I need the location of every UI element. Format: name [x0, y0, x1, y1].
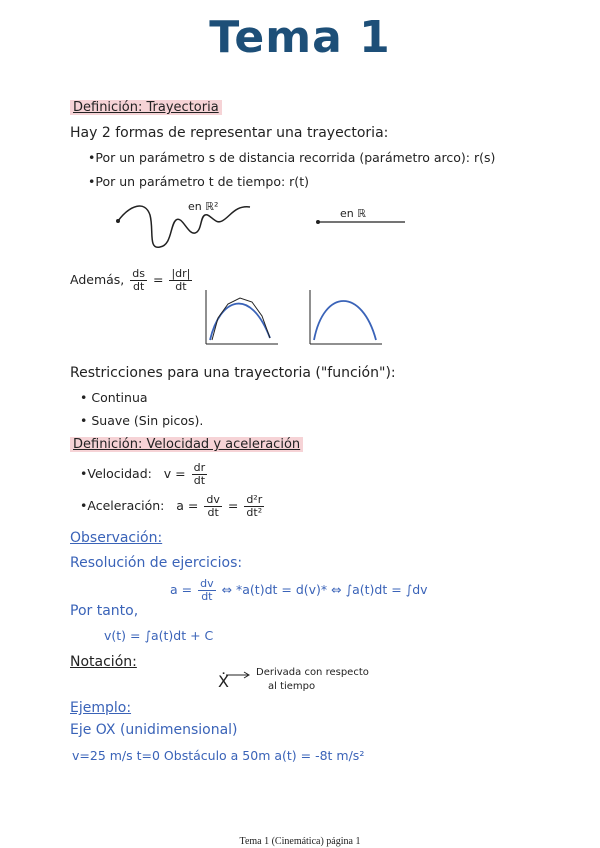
restricciones-intro: Restricciones para una trayectoria ("función"): [70, 365, 396, 381]
section-heading-trayectoria: Definición: Trayectoria [70, 100, 222, 115]
por-tanto: Por tanto, [70, 603, 139, 619]
ejemplo-datos: v=25 m/s t=0 Obstáculo a 50m a(t) = -8t m/s² [72, 748, 365, 763]
page-footer: Tema 1 (Cinemática) página 1 [239, 836, 361, 847]
notation-note-line1: Derivada con respecto [256, 667, 369, 678]
page-title: Tema 1 [209, 12, 391, 63]
aceleracion-equation: •Aceleración: a = $\frac{dv}{dt}$ = $\frac{\text{d²r}}{\text{dt²}}$ [80, 493, 263, 519]
bullet-parametro-t: •Por un parámetro t de tiempo: r(t) [88, 174, 309, 189]
notacion-heading: Notación: [70, 654, 137, 670]
sketch-arc-graph-right [304, 288, 384, 346]
restriccion-continua: • Continua [80, 390, 148, 405]
velocidad-equation: •Velocidad: v = $\frac{dr}{dt}$ [80, 461, 206, 487]
notation-symbol: Ẋ [218, 672, 229, 691]
sketch-arc-graph-left [200, 288, 280, 346]
section-heading-velocidad: Definición: Velocidad y aceleración [70, 437, 303, 452]
label-en-r: en ℝ [340, 207, 366, 220]
velocity-result: v(t) = ∫a(t)dt + C [104, 628, 214, 643]
ejemplo-heading: Ejemplo: [70, 700, 132, 716]
resolucion-ejercicios: Resolución de ejercicios: [70, 555, 243, 571]
resolucion-equation: a = $\frac{dv}{dt}$ ⇔ *a(t)dt = d(v)* ⇔ ∫a(t)dt = ∫dv [170, 577, 428, 603]
arrow-icon [224, 670, 254, 680]
label-en-r2: en ℝ² [188, 200, 219, 213]
notation-note-line2: al tiempo [268, 681, 316, 692]
bullet-parametro-s: •Por un parámetro s de distancia recorrida (parámetro arco): r(s) [88, 150, 496, 165]
ejemplo-eje: Eje OX (unidimensional) [70, 722, 238, 738]
trayectoria-intro: Hay 2 formas de representar una trayectoria: [70, 125, 389, 141]
restriccion-suave: • Suave (Sin picos). [80, 413, 204, 428]
ademas-equation: Además, $\frac{ds}{dt}$ = $\frac{|dr|}{dt}$ [70, 267, 191, 293]
observacion-heading: Observación: [70, 530, 163, 546]
